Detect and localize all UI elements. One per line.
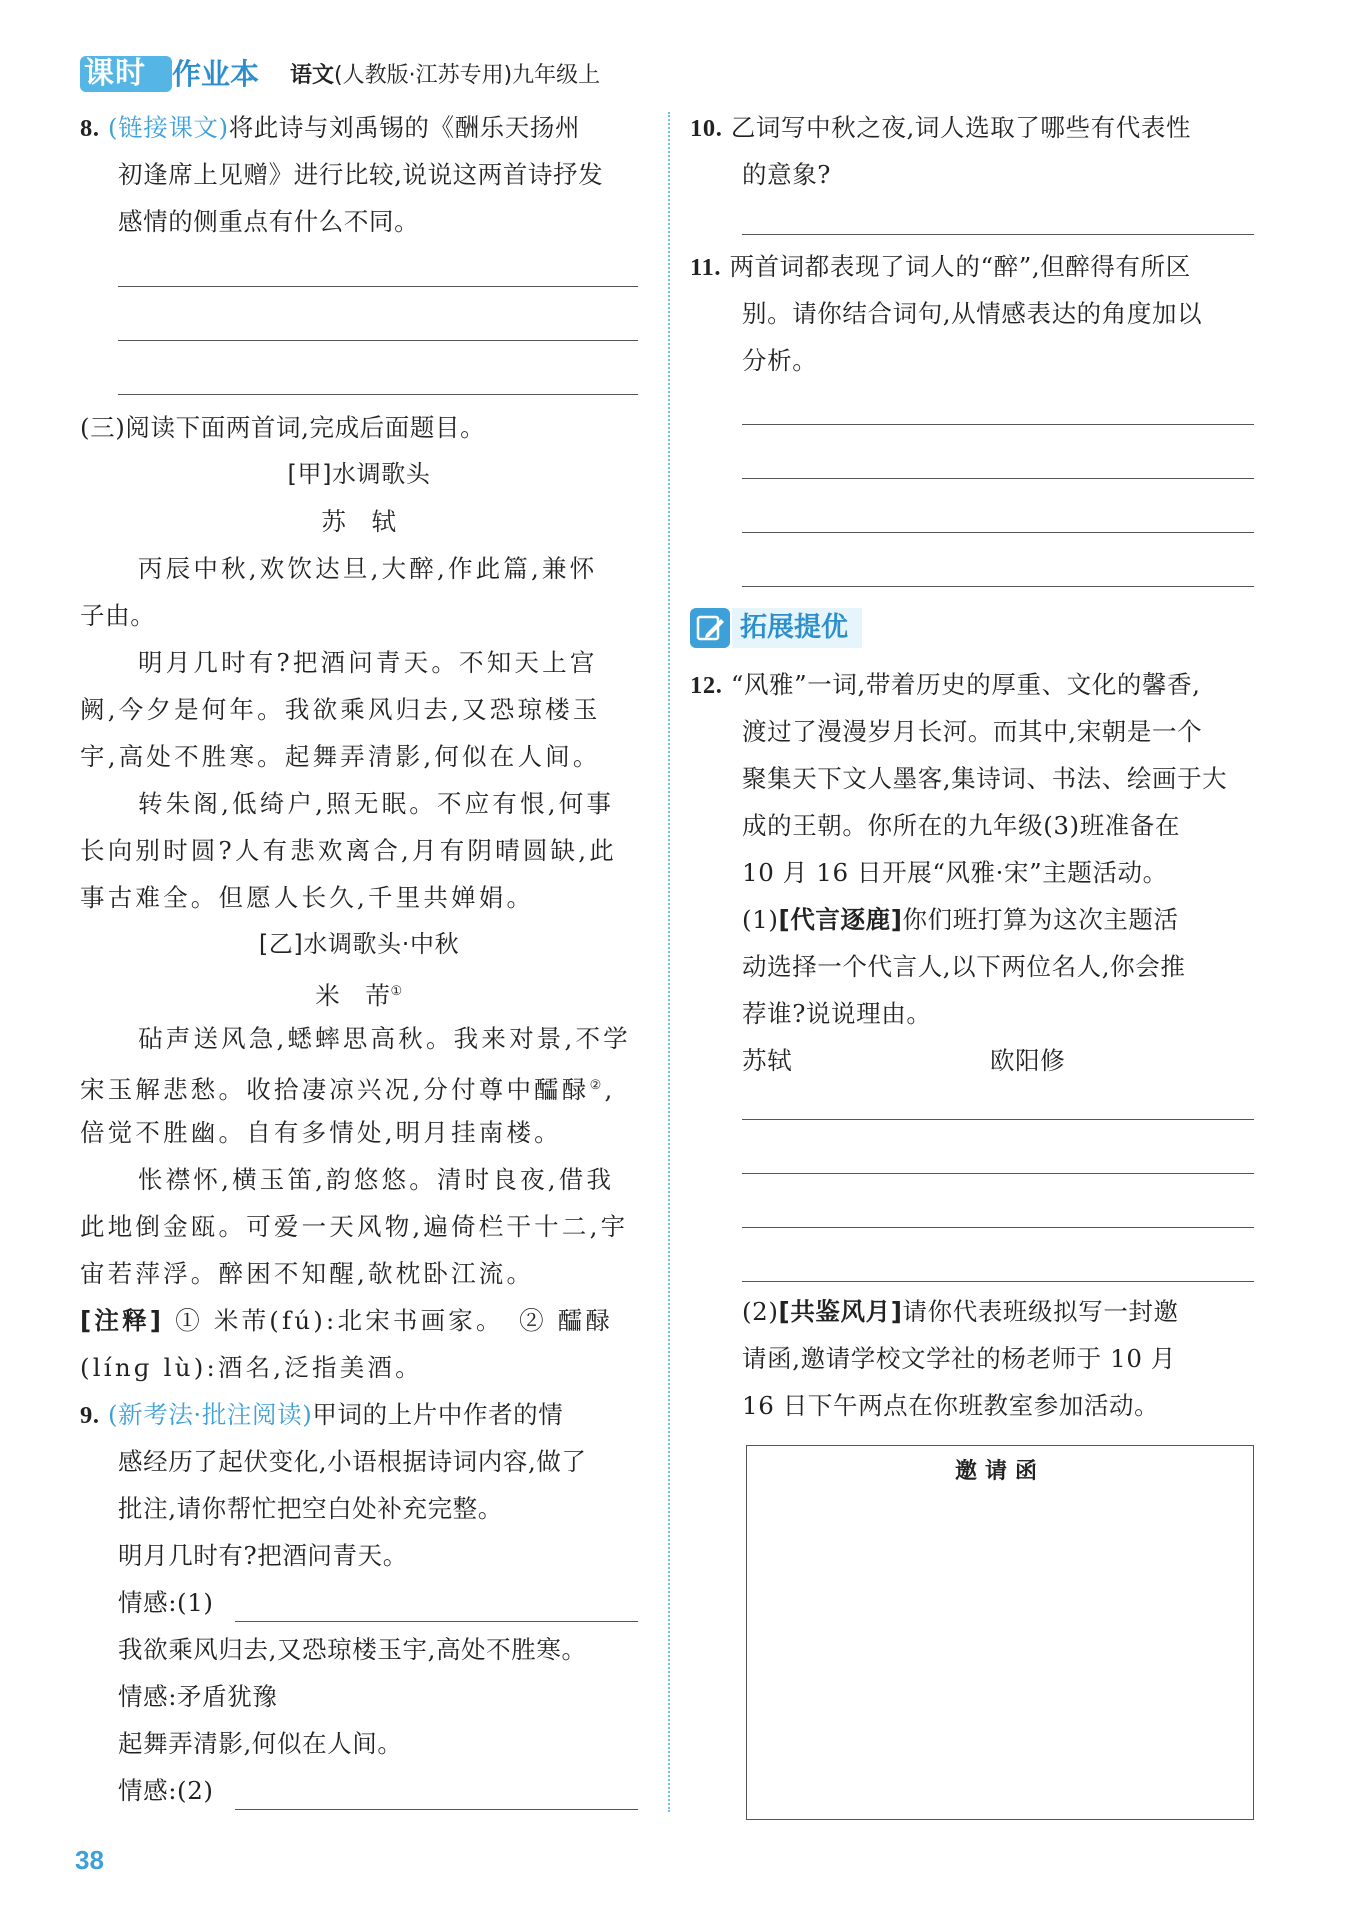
poem-a-line2: 阙,今夕是何年。我欲乘风归去,又恐琼楼玉 (80, 695, 601, 724)
q8-answer-line[interactable] (118, 394, 638, 395)
poem-b-line2-text: 宋玉解悲愁。收拾凄凉兴况,分付尊中醽醁 (80, 1075, 590, 1105)
q12-part1-line2: 动选择一个代言人,以下两位名人,你会推 (742, 952, 1186, 981)
q9-verse2: 我欲乘风归去,又恐琼楼玉宇,高处不胜寒。 (118, 1635, 587, 1664)
poem-b-author-name: 米 芾 (315, 981, 391, 1011)
q12-line2: 渡过了漫漫岁月长河。而其中,宋朝是一个 (742, 717, 1203, 746)
q12-part2-prefix: (2) (742, 1297, 779, 1326)
column-divider (668, 112, 670, 1812)
q8-text1: 将此诗与刘禹锡的《酬乐天扬州 (228, 113, 581, 142)
q9-line1 (80, 1391, 563, 1439)
notes-line2: (línɡ lù):酒名,泛指美酒。 (80, 1353, 423, 1382)
section3-heading: (三)阅读下面两首词,完成后面题目。 (80, 413, 486, 442)
q11-line2: 别。请你结合词句,从情感表达的角度加以 (742, 299, 1203, 328)
q11-answer-line[interactable] (742, 478, 1254, 479)
poem-a-line6: 事古难全。但愿人长久,千里共婵娟。 (80, 883, 535, 912)
poem-b-line6: 宙若萍浮。醉困不知醒,欹枕卧江流。 (80, 1259, 535, 1288)
q9-emotion2-label: 情感:(2) (118, 1776, 214, 1805)
q10-number: 10. (690, 115, 723, 142)
q9-tag: (新考法·批注阅读) (107, 1400, 313, 1429)
logo-text: 课时 (84, 56, 146, 91)
q12-part1-answer-line[interactable] (742, 1281, 1254, 1282)
q12-part1-text1: 你们班打算为这次主题活 (902, 905, 1179, 934)
q12-part2-line2: 请函,邀请学校文学社的杨老师于 10 月 (742, 1344, 1177, 1373)
subject-line (290, 58, 600, 94)
notes-label: [注释] (80, 1306, 165, 1335)
poem-a-line4: 转朱阁,低绮户,照无眠。不应有恨,何事 (138, 789, 615, 818)
q12-line3: 聚集天下文人墨客,集诗词、书法、绘画于大 (742, 764, 1228, 793)
q12-part2-line3: 16 日下午两点在你班教室参加活动。 (742, 1391, 1160, 1420)
q12-part1-prefix: (1) (742, 905, 779, 934)
q11-line1 (690, 243, 1191, 291)
q11-answer-line[interactable] (742, 586, 1254, 587)
q8-answer-line[interactable] (118, 286, 638, 287)
poem-a-author: 苏 轼 (321, 507, 397, 536)
pencil-icon (690, 608, 730, 648)
poem-b-line5: 此地倒金瓯。可爱一天风物,遍倚栏干十二,宇 (80, 1212, 629, 1241)
poem-b-line4: 怅襟怀,横玉笛,韵悠悠。清时良夜,借我 (138, 1165, 615, 1194)
q8-number: 8. (80, 115, 100, 142)
subject-bold: 语文 (290, 63, 335, 88)
footnote-marker: ① (390, 984, 403, 999)
q11-line3: 分析。 (742, 346, 818, 375)
notes-text1: ① 米芾(fú):北宋书画家。 ② 醽醁 (175, 1306, 614, 1335)
option-b: 欧阳修 (990, 1046, 1066, 1075)
poem-a-title: [甲]水调歌头 (287, 460, 431, 488)
q9-verse1: 明月几时有?把酒问青天。 (118, 1541, 408, 1570)
q12-part2-text1: 请你代表班级拟写一封邀 (902, 1297, 1179, 1326)
q11-answer-line[interactable] (742, 424, 1254, 425)
poem-b-author (80, 968, 638, 1019)
q9-text1: 甲词的上片中作者的情 (312, 1400, 564, 1429)
subject-edition: (人教版·江苏专用)九年级上 (334, 63, 601, 88)
q12-part2-line1 (742, 1288, 1179, 1335)
notes-line1 (80, 1297, 613, 1344)
q12-part2-tag: [共鉴风月] (778, 1297, 903, 1326)
poem-b-line3: 倍觉不胜幽。自有多情处,明月挂南楼。 (80, 1118, 562, 1147)
q12-part1-tag: [代言逐鹿] (778, 905, 903, 934)
q8-tag: (链接课文) (107, 113, 229, 142)
poem-b-line2-end: , (604, 1075, 616, 1105)
poem-b-line1: 砧声送风急,蟋蟀思高秋。我来对景,不学 (138, 1024, 631, 1053)
q9-verse3: 起舞弄清影,何似在人间。 (118, 1729, 403, 1758)
poem-a-preface1: 丙辰中秋,欢饮达旦,大醉,作此篇,兼怀 (138, 554, 598, 583)
brand-title: 作业本 (172, 57, 260, 91)
footnote-marker: ② (589, 1078, 605, 1093)
invitation-writing-box[interactable] (746, 1445, 1254, 1820)
q11-number: 11. (690, 254, 722, 281)
option-a: 苏轼 (742, 1046, 793, 1075)
poem-a-line5: 长向别时圆?人有悲欢离合,月有阴晴圆缺,此 (80, 836, 617, 865)
poem-b-title: [乙]水调歌头·中秋 (258, 930, 460, 958)
section-extend-title: 拓展提优 (740, 612, 848, 643)
invitation-title: 邀请函 (954, 1459, 1045, 1484)
q9-number: 9. (80, 1402, 100, 1429)
poem-a-line1: 明月几时有?把酒问青天。不知天上宫 (138, 648, 598, 677)
q9-line2: 感经历了起伏变化,小语根据诗词内容,做了 (118, 1447, 587, 1476)
q9-emotion1-blank[interactable] (235, 1621, 638, 1622)
q12-text1: “风雅”一词,带着历史的厚重、文化的馨香, (730, 670, 1201, 699)
page-number: 38 (75, 1845, 104, 1875)
q9-emotion2-blank[interactable] (235, 1809, 638, 1810)
q9-emotion1-label: 情感:(1) (118, 1588, 214, 1617)
q9-line3: 批注,请你帮忙把空白处补充完整。 (118, 1494, 503, 1523)
q12-part1-line1 (742, 896, 1179, 943)
q12-part1-answer-line[interactable] (742, 1227, 1254, 1228)
q8-line3: 感情的侧重点有什么不同。 (118, 207, 420, 236)
q10-text1: 乙词写中秋之夜,词人选取了哪些有代表性 (730, 113, 1192, 142)
q12-part1-answer-line[interactable] (742, 1119, 1254, 1120)
q8-answer-line[interactable] (118, 340, 638, 341)
q12-line1 (690, 661, 1201, 709)
q10-line1 (690, 104, 1191, 152)
q10-line2: 的意象? (742, 160, 832, 189)
poem-b-line2 (80, 1062, 615, 1113)
q12-part1-line3: 荐谁?说说理由。 (742, 999, 932, 1028)
q9-emotion-mid: 情感:矛盾犹豫 (118, 1682, 278, 1711)
q11-answer-line[interactable] (742, 532, 1254, 533)
q12-number: 12. (690, 672, 723, 699)
q10-answer-line[interactable] (742, 234, 1254, 235)
q12-line5: 10 月 16 日开展“风雅·宋”主题活动。 (742, 858, 1168, 887)
q8-line2: 初逢席上见赠》进行比较,说说这两首诗抒发 (118, 160, 604, 189)
q12-part1-answer-line[interactable] (742, 1173, 1254, 1174)
poem-a-line3: 宇,高处不胜寒。起舞弄清影,何似在人间。 (80, 742, 601, 771)
q8-line1 (80, 104, 580, 152)
q11-text1: 两首词都表现了词人的“醉”,但醉得有所区 (729, 252, 1191, 281)
poem-a-preface2: 子由。 (80, 601, 156, 630)
q12-line4: 成的王朝。你所在的九年级(3)班准备在 (742, 811, 1181, 840)
